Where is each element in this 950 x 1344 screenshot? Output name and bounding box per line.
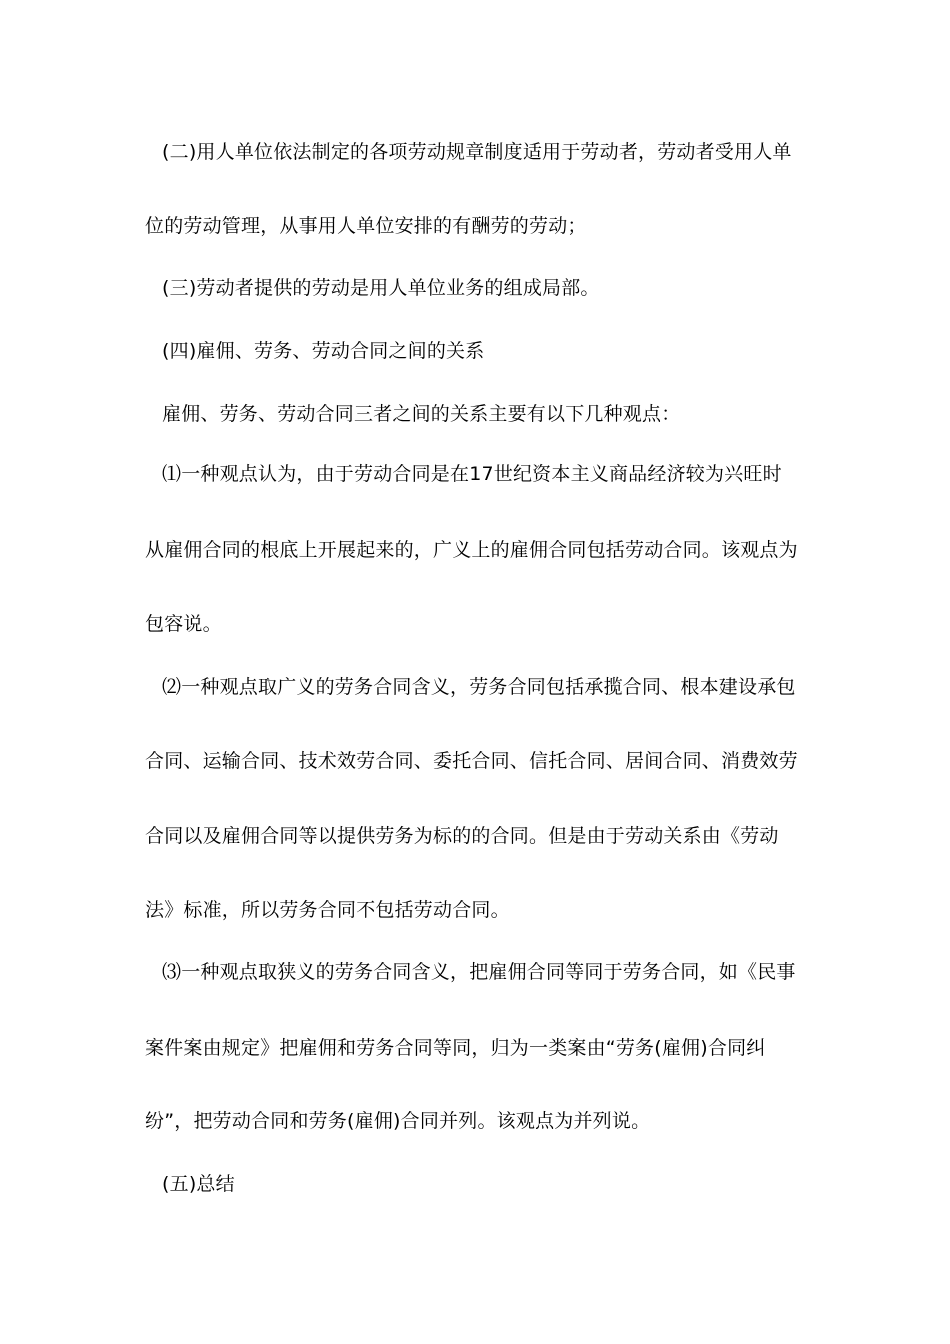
- paragraph-line: 案件案由规定》把雇佣和劳务合同等同，归为一类案由“劳务(雇佣)合同纠: [145, 1037, 766, 1059]
- paragraph-line: ⑴一种观点认为，由于劳动合同是在17世纪资本主义商品经济较为兴旺时: [162, 463, 782, 485]
- paragraph-line: 从雇佣合同的根底上开展起来的，广义上的雇佣合同包括劳动合同。该观点为: [145, 539, 798, 561]
- paragraph-line: 合同以及雇佣合同等以提供劳务为标的的合同。但是由于劳动关系由《劳动: [145, 825, 779, 847]
- paragraph-line: 法》标准，所以劳务合同不包括劳动合同。: [145, 899, 510, 921]
- paragraph-line: 位的劳动管理，从事用人单位安排的有酬劳的劳动；: [145, 215, 587, 237]
- paragraph-line: 包容说。: [145, 613, 222, 635]
- paragraph-line: (二)用人单位依法制定的各项劳动规章制度适用于劳动者，劳动者受用人单: [162, 141, 792, 163]
- paragraph-line: ⑶一种观点取狭义的劳务合同含义，把雇佣合同等同于劳务合同，如《民事: [162, 961, 796, 983]
- paragraph-line: 合同、运输合同、技术效劳合同、委托合同、信托合同、居间合同、消费效劳: [145, 750, 798, 772]
- paragraph-line: ⑵一种观点取广义的劳务合同含义，劳务合同包括承揽合同、根本建设承包: [162, 676, 796, 698]
- paragraph-line: 雇佣、劳务、劳动合同三者之间的关系主要有以下几种观点：: [162, 403, 681, 425]
- section-heading: (四)雇佣、劳务、劳动合同之间的关系: [162, 340, 485, 362]
- section-heading: (五)总结: [162, 1173, 235, 1195]
- paragraph-line: 纷”，把劳动合同和劳务(雇佣)合同并列。该观点为并列说。: [145, 1110, 651, 1132]
- paragraph-line: (三)劳动者提供的劳动是用人单位业务的组成局部。: [162, 277, 600, 299]
